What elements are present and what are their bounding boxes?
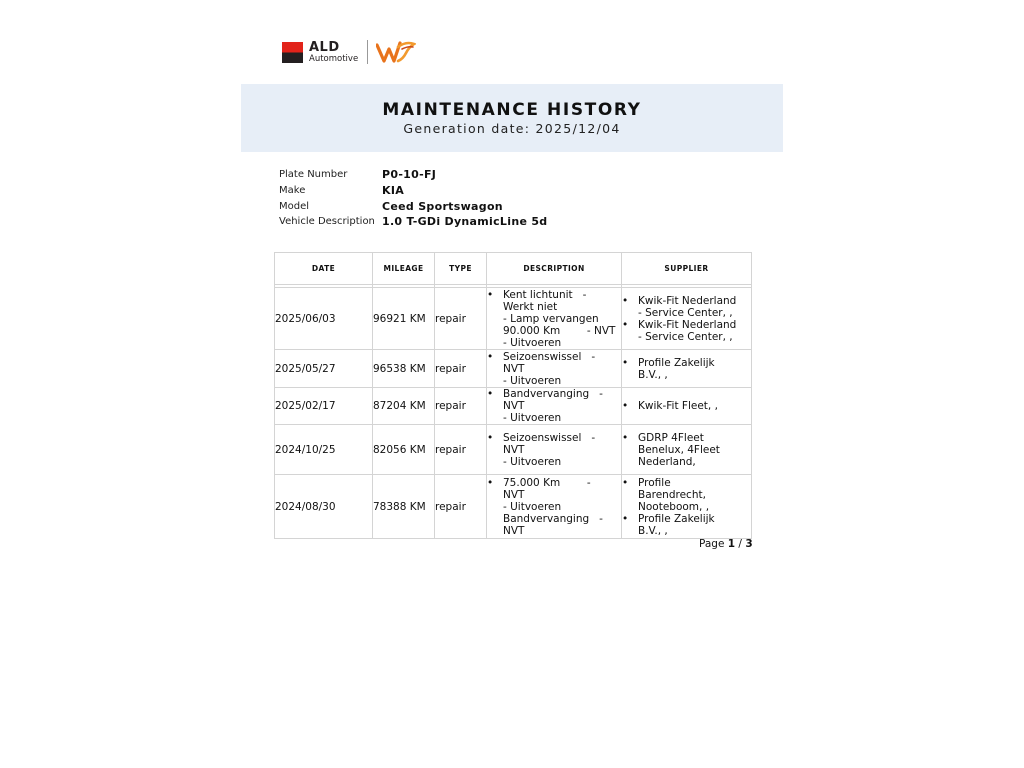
row-description [487, 350, 622, 388]
row-mileage: 78388 KM [373, 475, 435, 539]
company-logo [282, 38, 416, 66]
make-value: KIA [382, 184, 405, 198]
page-total: 3 [745, 538, 753, 550]
vehicle-info-row [279, 183, 547, 199]
table-header-row [275, 253, 752, 285]
row-mileage: 96921 KM [373, 288, 435, 350]
table-row [275, 288, 752, 350]
row-description [487, 475, 622, 539]
supplier-item: • Profile Zakelijk B.V., , [622, 513, 751, 537]
maintenance-table [274, 252, 752, 539]
model-label: Model [279, 200, 310, 212]
table-row [275, 475, 752, 539]
model-value: Ceed Sportswagon [382, 199, 503, 213]
plate-number-value: P0-10-FJ [382, 168, 437, 182]
column-header-description: DESCRIPTION [487, 253, 622, 285]
row-description [487, 388, 622, 425]
column-header-date: DATE [275, 253, 373, 285]
row-type: repair [435, 350, 487, 388]
make-label: Make [279, 185, 306, 197]
generation-date: Generation date: 2025/12/04 [403, 121, 621, 136]
column-header-mileage: MILEAGE [373, 253, 435, 285]
row-supplier [622, 350, 752, 388]
row-date: 2025/05/27 [275, 350, 373, 388]
row-mileage: 82056 KM [373, 425, 435, 475]
plate-number-label: Plate Number [279, 169, 348, 181]
vehicle-description-label: Vehicle Description [279, 216, 375, 228]
ald-logo-sub: Automotive [309, 53, 359, 64]
supplier-item: • GDRP 4Fleet Benelux, 4Fleet Nederland, [622, 432, 751, 468]
description-item: • Bandvervanging - NVT - Uitvoeren [487, 388, 621, 424]
description-item: • Kent lichtunit - Werkt niet - Lamp vervangen 90.000 Km - NVT - Uitvoeren [487, 289, 621, 349]
supplier-item: • Profile Zakelijk B.V., , [622, 357, 751, 381]
ald-logo-mark [282, 42, 303, 63]
supplier-item: • Kwik-Fit Nederland - Service Center, , [622, 295, 751, 319]
page-indicator [699, 538, 753, 550]
vehicle-info-row [279, 167, 547, 183]
page-title: MAINTENANCE HISTORY [382, 100, 642, 120]
row-type: repair [435, 388, 487, 425]
table-row [275, 425, 752, 475]
row-date: 2025/02/17 [275, 388, 373, 425]
row-date: 2024/10/25 [275, 425, 373, 475]
row-supplier [622, 388, 752, 425]
vehicle-info [279, 167, 547, 230]
page-separator: / [738, 538, 742, 550]
vehicle-info-row [279, 214, 547, 230]
row-mileage: 96538 KM [373, 350, 435, 388]
page-prefix: Page [699, 538, 725, 550]
vehicle-description-value: 1.0 T-GDi DynamicLine 5d [382, 215, 548, 229]
supplier-item: • Kwik-Fit Fleet, , [622, 400, 751, 412]
row-date: 2025/06/03 [275, 288, 373, 350]
row-mileage: 87204 KM [373, 388, 435, 425]
logo-divider [367, 40, 368, 64]
row-supplier [622, 288, 752, 350]
description-item: • 75.000 Km - NVT - Uitvoeren Bandvervanging - NVT [487, 477, 621, 537]
vehicle-info-row [279, 198, 547, 214]
row-date: 2024/08/30 [275, 475, 373, 539]
table-row [275, 388, 752, 425]
lp-wing-logo [376, 39, 416, 65]
supplier-item: • Kwik-Fit Nederland - Service Center, , [622, 319, 751, 343]
description-item: • Seizoenswissel - NVT - Uitvoeren [487, 351, 621, 387]
row-type: repair [435, 288, 487, 350]
row-type: repair [435, 425, 487, 475]
column-header-supplier: SUPPLIER [622, 253, 752, 285]
row-description [487, 425, 622, 475]
description-item: • Seizoenswissel - NVT - Uitvoeren [487, 432, 621, 468]
row-supplier [622, 425, 752, 475]
row-description [487, 288, 622, 350]
row-supplier [622, 475, 752, 539]
page-current: 1 [727, 538, 736, 550]
supplier-item: • Profile Barendrecht, Nooteboom, , [622, 477, 751, 513]
ald-logo-name: ALD [309, 39, 340, 55]
row-type: repair [435, 475, 487, 539]
column-header-type: TYPE [435, 253, 487, 285]
report-header [241, 84, 783, 152]
table-row [275, 350, 752, 388]
